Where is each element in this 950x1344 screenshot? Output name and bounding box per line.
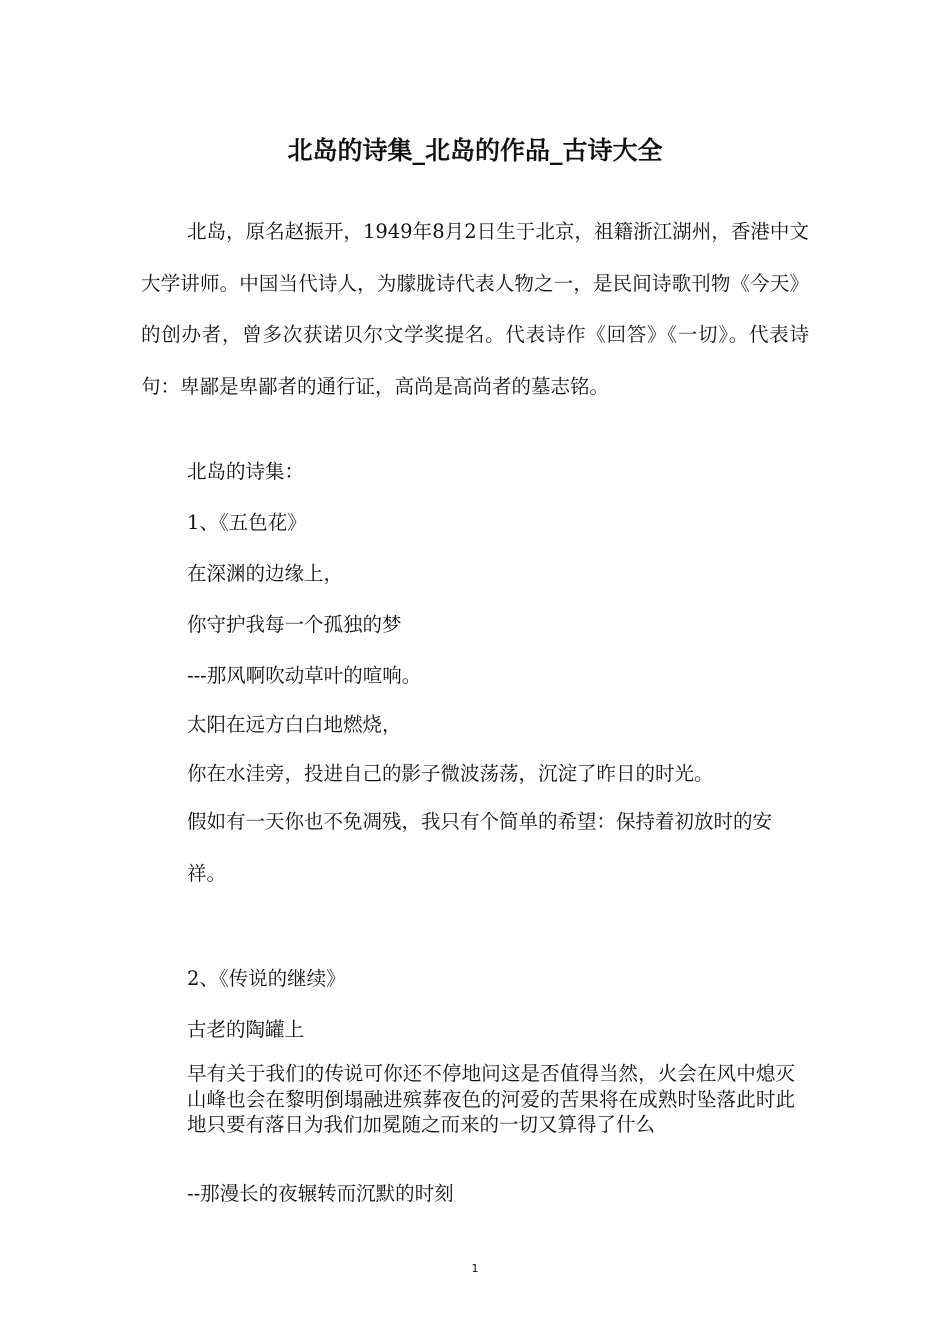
- poem-2-line-1: 古老的陶罐上: [187, 1018, 305, 1041]
- document-title: 北岛的诗集_北岛的作品_古诗大全: [287, 136, 663, 165]
- page-number: 1: [471, 1262, 479, 1275]
- poem-2-line-2: 早有关于我们的传说可你还不停地问这是否值得当然，火会在风中熄灭山峰也会在黎明倒塌融进殡葬夜色的河爱的苦果将在成熟时坠落此时此地只要有落日为我们加冕随之而来的一切又算得了什么: [187, 1062, 795, 1136]
- poem-2-title: 2、《传说的继续》: [187, 967, 346, 990]
- poem-1-line-3: ---那风啊吹动草叶的喧响。: [187, 664, 422, 687]
- poem-1-line-4: 太阳在远方白白地燃烧，: [187, 713, 402, 736]
- collection-heading: 北岛的诗集：: [187, 460, 305, 483]
- poem-1-line-2: 你守护我每一个孤独的梦: [187, 613, 402, 636]
- poem-1-line-6: 假如有一天你也不免凋残，我只有个简单的希望：保持着初放时的安祥。: [187, 810, 773, 885]
- intro-paragraph: 北岛，原名赵振开，1949年8月2日生于北京，祖籍浙江湖州，香港中文大学讲师。中国当代诗人，为朦胧诗代表人物之一，是民间诗歌刊物《今天》的创办者，曾多次获诺贝尔文学奖提名。代表诗作《回答》《一切》。代表诗句：卑鄙是卑鄙者的通行证，高尚是高尚者的墓志铭。: [141, 220, 809, 398]
- poem-1-title: 1、《五色花》: [187, 511, 307, 534]
- poem-1-line-1: 在深渊的边缘上，: [187, 562, 344, 585]
- poem-1-line-5: 你在水洼旁，投进自己的影子微波荡荡，沉淀了昨日的时光。: [187, 762, 714, 785]
- poem-2-line-3: --那漫长的夜辗转而沉默的时刻: [187, 1182, 454, 1205]
